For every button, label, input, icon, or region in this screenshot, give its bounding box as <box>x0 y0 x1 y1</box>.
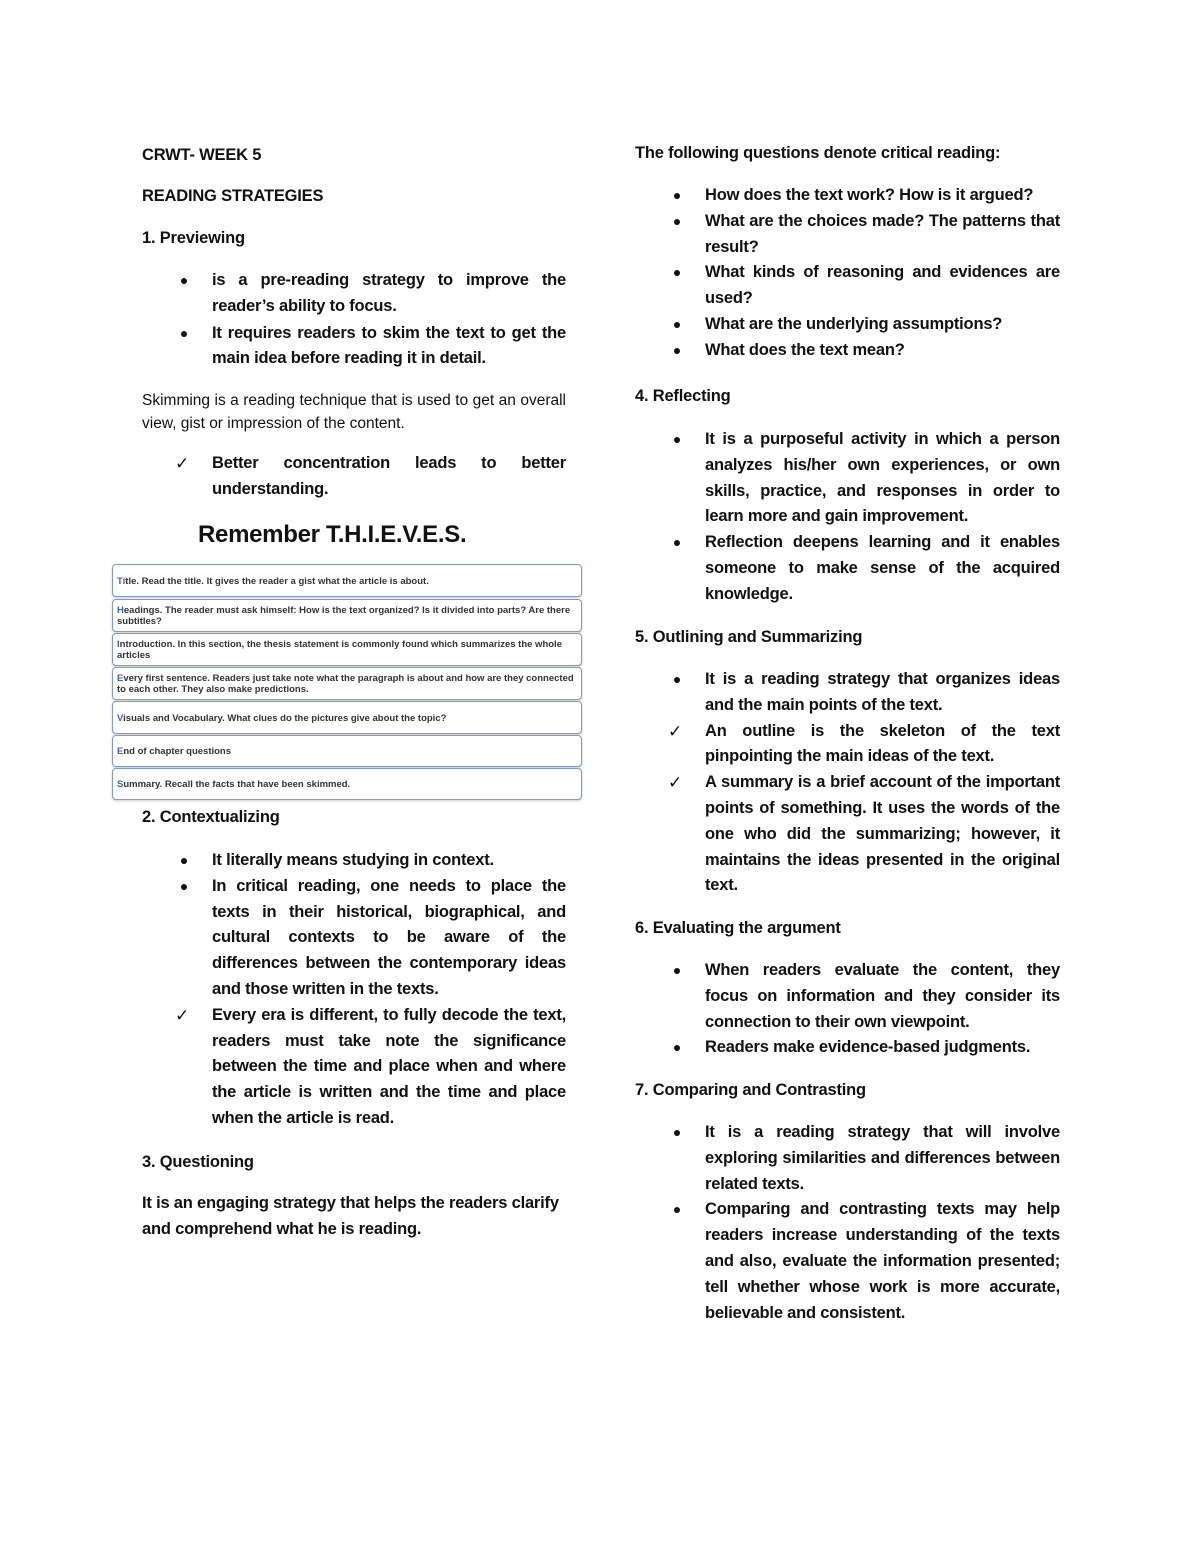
questions-list <box>635 183 1060 364</box>
list-item: ● Comparing and contrasting texts may help readers increase understanding of the texts and also, evaluate the information presented; tell whether whose work is more accurate, believable and consistent. <box>635 1197 1060 1326</box>
list-item: ✓ Better concentration leads to better understanding. <box>142 451 566 503</box>
list-item: ● What does the text mean? <box>635 338 1060 364</box>
list-item: ● It requires readers to skim the text to get the main idea before reading it in detail. <box>142 321 566 373</box>
thieves-title: Remember T.H.I.E.V.E.S. <box>198 521 467 548</box>
bullet-icon: ● <box>672 212 682 229</box>
heading-outlining: 5. Outlining and Summarizing <box>635 628 863 646</box>
heading-contextualizing: 2. Contextualizing <box>142 808 280 826</box>
heading-questioning: 3. Questioning <box>142 1153 254 1171</box>
contextualizing-list <box>142 848 566 1132</box>
list-item: ● In critical reading, one needs to place the texts in their historical, biographical, and cultural contexts to be aware of the differences between the contemporary ideas and those written in the texts. <box>142 874 566 1003</box>
questioning-text: It is an engaging strategy that helps the readers clarify and comprehend what he is reading. <box>142 1194 559 1238</box>
checkmark-icon: ✓ <box>174 454 190 473</box>
reflecting-list <box>635 427 1060 608</box>
list-item: ✓ Every era is different, to fully decode the text, readers must take note the significance between the time and place when and where the article is written and the time and place when the article is read. <box>142 1003 566 1132</box>
bullet-icon: ● <box>672 264 682 281</box>
bullet-icon: ● <box>672 1039 682 1056</box>
heading-reflecting: 4. Reflecting <box>635 387 731 405</box>
list-item: ● It is a reading strategy that organizes ideas and the main points of the text. <box>635 667 1060 719</box>
list-item: ● Readers make evidence-based judgments. <box>635 1035 1060 1061</box>
list-item: ● What are the choices made? The patterns that result? <box>635 209 1060 261</box>
evaluating-list <box>635 958 1060 1061</box>
bullet-icon: ● <box>672 315 682 332</box>
thieves-row: Title. Read the title. It gives the reader a gist what the article is about. <box>112 564 582 597</box>
heading-previewing: 1. Previewing <box>142 229 245 247</box>
bullet-icon: ● <box>672 341 682 358</box>
bullet-icon: ● <box>672 1124 682 1140</box>
checkmark-icon: ✓ <box>174 1005 190 1025</box>
bullet-icon: ● <box>179 852 189 868</box>
heading-evaluating: 6. Evaluating the argument <box>635 919 841 937</box>
bullet-icon: ● <box>672 671 682 687</box>
thieves-row: End of chapter questions <box>112 735 582 767</box>
bullet-icon: ● <box>179 324 189 341</box>
bullet-icon: ● <box>672 187 682 203</box>
heading-comparing: 7. Comparing and Contrasting <box>635 1081 866 1099</box>
bullet-icon: ● <box>672 431 682 447</box>
list-item: ✓ A summary is a brief account of the important points of something. It uses the words of the one who did the summarizing; however, it maintains the ideas presented in the original text. <box>635 770 1060 899</box>
bullet-icon: ● <box>672 962 682 978</box>
list-item: ● is a pre-reading strategy to improve the reader’s ability to focus. <box>142 268 566 320</box>
list-item: ✓ An outline is the skeleton of the text pinpointing the main ideas of the text. <box>635 719 1060 771</box>
list-item: ● It is a purposeful activity in which a person analyzes his/her own experiences, or own skills, practice, and responses in order to learn more and gain improvement. <box>635 427 1060 530</box>
questions-intro: The following questions denote critical reading: <box>635 144 1001 162</box>
list-item: ● How does the text work? How is it argued? <box>635 183 1060 209</box>
thieves-row: Visuals and Vocabulary. What clues do the pictures give about the topic? <box>112 701 582 734</box>
thieves-row: Headings. The reader must ask himself: How is the text organized? Is it divided into parts? Are there subtitles? <box>112 599 582 632</box>
previewing-list <box>142 268 566 372</box>
thieves-row: Every first sentence. Readers just take note what the paragraph is about and how are they connected to each other. They also make predictions. <box>112 667 582 700</box>
list-item: ● What kinds of reasoning and evidences are used? <box>635 260 1060 312</box>
list-item: ● What are the underlying assumptions? <box>635 312 1060 338</box>
previewing-check-list <box>142 451 566 503</box>
section-title: READING STRATEGIES <box>142 187 324 205</box>
bullet-icon: ● <box>672 534 682 551</box>
bullet-icon: ● <box>179 272 189 288</box>
thieves-row: Summary. Recall the facts that have been skimmed. <box>112 768 582 800</box>
list-item: ● It literally means studying in context. <box>142 848 566 874</box>
bullet-icon: ● <box>179 877 189 894</box>
checkmark-icon: ✓ <box>667 721 683 741</box>
course-title: CRWT- WEEK 5 <box>142 146 262 164</box>
list-item: ● Reflection deepens learning and it enables someone to make sense of the acquired knowledge. <box>635 530 1060 607</box>
skimming-note: Skimming is a reading technique that is used to get an overall view, gist or impression of the content. <box>142 392 566 432</box>
bullet-icon: ● <box>672 1201 682 1218</box>
list-item: ● It is a reading strategy that will involve exploring similarities and differences between related texts. <box>635 1120 1060 1197</box>
thieves-row: Introduction. In this section, the thesis statement is commonly found which summarizes the whole articles <box>112 633 582 666</box>
checkmark-icon: ✓ <box>667 773 683 793</box>
comparing-list <box>635 1120 1060 1326</box>
outlining-list <box>635 667 1060 899</box>
list-item: ● When readers evaluate the content, they focus on information and they consider its connection to their own viewpoint. <box>635 958 1060 1035</box>
